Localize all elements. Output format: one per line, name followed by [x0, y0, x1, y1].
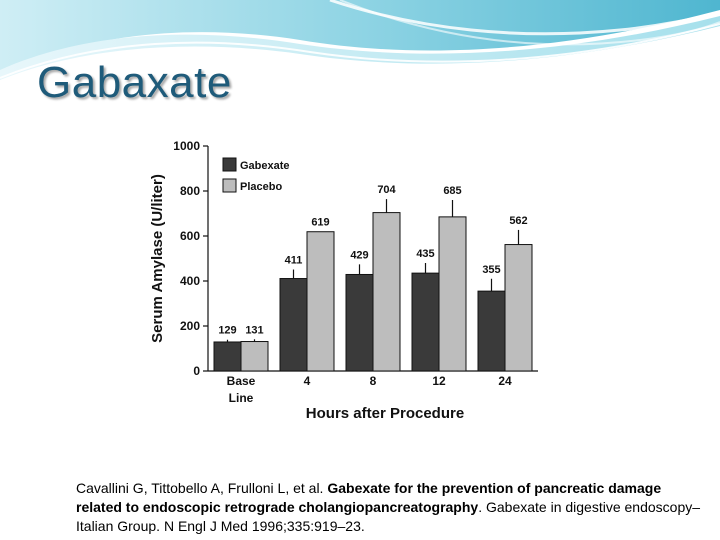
data-label: 129: [218, 324, 237, 337]
x-tick-label: Line: [228, 391, 254, 405]
bars-group: [214, 199, 532, 371]
bar-chart: [140, 125, 556, 430]
y-tick-label: 1000: [173, 139, 200, 153]
x-tick-label: 4: [303, 374, 311, 388]
bar-gabexate: [412, 273, 439, 371]
citation-article-title: Gabexate for the prevention of pancreatic damage related to endoscopic retrograde cholangiopancreatography: [76, 480, 662, 515]
y-tick-label: 0: [193, 364, 200, 378]
y-tick-label: 600: [179, 229, 200, 243]
data-label: 685: [443, 185, 462, 197]
bar-gabexate: [478, 291, 505, 371]
bar-gabexate: [280, 279, 307, 371]
citation-rest: . Gabexate in digestive endoscopy–Italian Group. N Engl J Med 1996;335:919–23.: [76, 499, 701, 534]
bar-placebo: [505, 245, 532, 371]
data-label: 562: [509, 214, 528, 227]
x-axis-title: Hours after Procedure: [305, 405, 465, 422]
x-tick-label: 24: [498, 374, 512, 388]
citation: [76, 479, 708, 536]
data-label: 411: [284, 254, 303, 267]
axes: [149, 139, 538, 422]
bar-gabexate: [214, 342, 241, 371]
x-tick-label: Base: [226, 374, 256, 388]
data-label: 704: [377, 184, 396, 197]
bar-placebo: [439, 217, 466, 371]
x-tick-label: 8: [369, 374, 377, 388]
bar-gabexate: [346, 274, 373, 371]
bar-placebo: [373, 213, 400, 371]
slide-title: Gabaxate: [37, 58, 232, 107]
data-label: 131: [245, 324, 264, 337]
legend: [223, 158, 290, 193]
legend-swatch: [223, 179, 236, 192]
data-label: 429: [350, 249, 369, 262]
data-label: 355: [482, 263, 501, 276]
y-tick-label: 400: [179, 274, 200, 288]
y-axis-title: Serum Amylase (U/liter): [149, 174, 166, 343]
y-tick-label: 800: [179, 184, 200, 198]
y-tick-label: 200: [179, 319, 200, 333]
x-tick-label: 12: [432, 374, 446, 388]
bar-placebo: [241, 342, 268, 371]
bar-placebo: [307, 232, 334, 371]
legend-label: Placebo: [240, 181, 283, 193]
legend-swatch: [223, 158, 236, 171]
legend-label: Gabexate: [240, 160, 290, 172]
data-label: 619: [311, 216, 330, 229]
data-label: 435: [416, 248, 435, 260]
citation-authors: Cavallini G, Tittobello A, Frulloni L, et al.: [76, 480, 328, 496]
chart-panel: [140, 125, 556, 430]
